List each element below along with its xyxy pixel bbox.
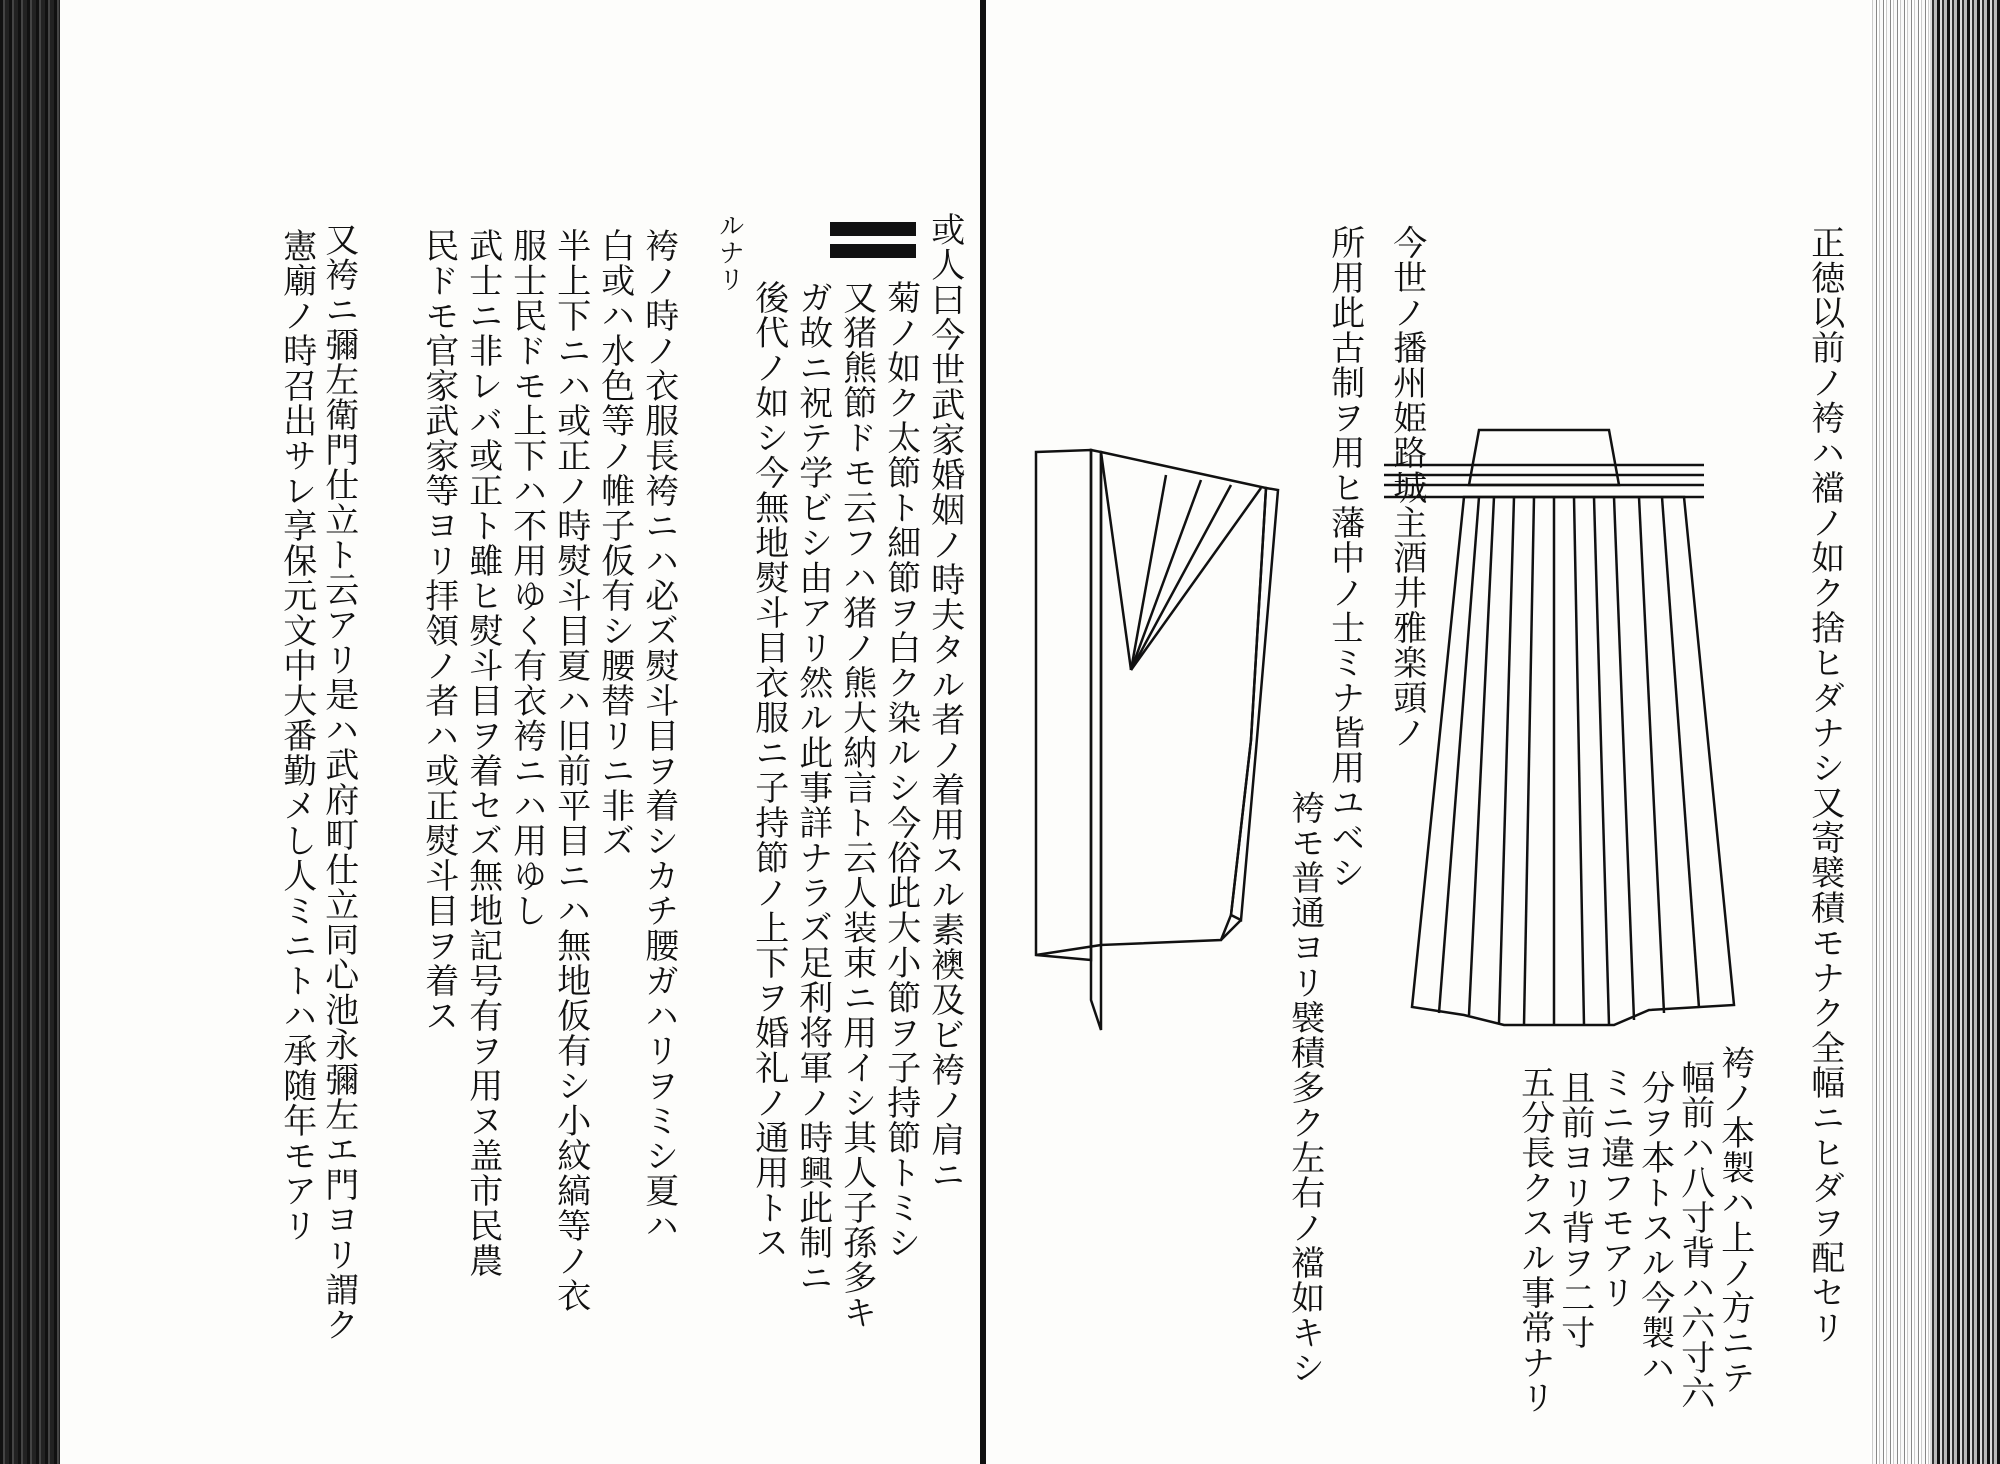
- left-col-3: 又猪熊節ドモ云フハ猪ノ熊大納言ト云人装束ニ用イシ其人子孫多キ: [836, 280, 877, 1330]
- caption-line-6: 五分長クスル事常ナリ: [1514, 1065, 1555, 1415]
- right-inline-note: 袴モ普通ヨリ襞積多ク左右ノ襠如キシ: [1284, 790, 1325, 1385]
- hakama-side-view-icon: [1016, 440, 1296, 1040]
- right-col-1: 正徳以前ノ袴ハ襠ノ如ク捨ヒダナシ又寄襞積モナク全幅ニヒダヲ配セリ: [1804, 225, 1845, 1345]
- left-col-9: 半上下ニハ或正ノ時熨斗目夏ハ旧前平目ニハ無地仮有シ小紋縞等ノ衣: [550, 228, 591, 1313]
- right-page-edge: [1930, 0, 2000, 1464]
- left-col-5: 後代ノ如シ今無地熨斗目衣服ニ子持節ノ上下ヲ婚礼ノ通用トス: [748, 280, 789, 1260]
- left-col-14: 憲廟ノ時召出サレ享保元文中大番勤メし人ミニトハ承随年モアリ: [276, 228, 317, 1243]
- left-col-2: 菊ノ如ク太節ト細節ヲ白ク染ルシ今俗此大小節ヲ子持節トミシ: [880, 280, 921, 1260]
- left-col-7: 袴ノ時ノ衣服長袴ニハ必ズ熨斗目ヲ着シカチ腰ガハリヲミシ夏ハ: [638, 228, 679, 1243]
- left-col-1: 或人曰今世武家婚姻ノ時夫タル者ノ着用スル素襖及ビ袴ノ肩ニ: [924, 212, 965, 1192]
- caption-line-2: 幅前ハ八寸背ハ六寸六: [1674, 1060, 1715, 1410]
- right-col-3: 所用此古制ヲ用ヒ藩中ノ士ミナ皆用ユベシ: [1324, 225, 1365, 890]
- right-col-2: 今世ノ播州姫路城主酒井雅楽頭ノ: [1386, 225, 1427, 750]
- left-page: [60, 0, 980, 1464]
- left-col-4: ガ故ニ祝テ学ビシ由アリ然ル此事詳ナラズ足利将軍ノ時興此制ニ: [792, 280, 833, 1295]
- left-col-8: 白或ハ水色等ノ帷子仮有シ腰替リニ非ズ: [594, 228, 635, 858]
- left-col-13: 又袴ニ彌左衛門仕立ト云アリ是ハ武府町仕立同心池永彌左エ門ヨリ謂ク: [318, 222, 359, 1342]
- fore-edge: [1870, 0, 1930, 1464]
- left-page-edge: [0, 0, 60, 1464]
- left-col-12: 民ドモ官家武家等ヨリ拝領ノ者ハ或正熨斗目ヲ着ス: [418, 228, 459, 1033]
- caption-line-1: 袴ノ本製ハ上ノ方ニテ: [1714, 1045, 1755, 1395]
- left-col-6: ルナリ: [714, 212, 745, 293]
- caption-line-3: 分ヲ本トスル今製ハ: [1634, 1070, 1675, 1385]
- left-col-11: 武士ニ非レバ或正ト雖ヒ熨斗目ヲ着セズ無地記号有ヲ用ヌ盖市民農: [462, 228, 503, 1278]
- right-page: [986, 0, 1870, 1464]
- double-bar-mark-icon: [830, 222, 916, 236]
- left-col-10: 服士民ドモ上下ハ不用ゆく有衣袴ニハ用ゆし: [506, 228, 547, 928]
- double-bar-mark-icon: [830, 244, 916, 258]
- caption-line-5: 且前ヨリ背ヲ二寸: [1554, 1070, 1595, 1350]
- hakama-front-view-icon: [1384, 425, 1784, 1025]
- caption-line-4: ミニ違フモアリ: [1594, 1065, 1635, 1310]
